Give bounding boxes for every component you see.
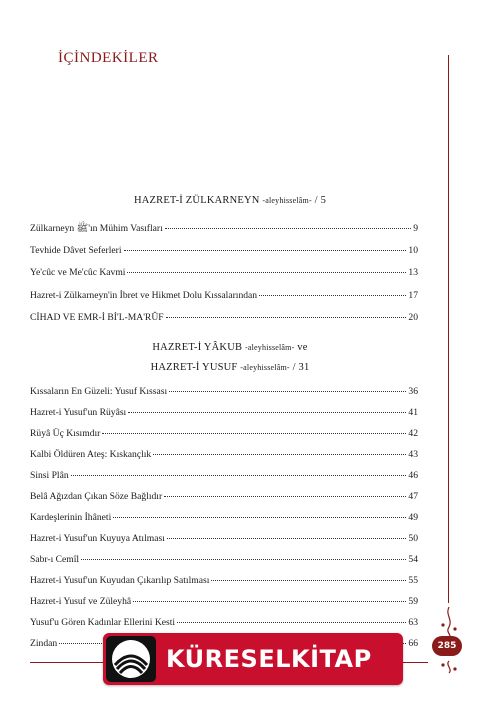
section-heading-page: / 31 — [292, 362, 310, 373]
toc-entry-label: CİHAD VE EMR-İ Bİ'L-MA'RÛF — [30, 312, 164, 323]
toc-entry-page: 41 — [408, 407, 418, 418]
toc-entry-page: 59 — [408, 596, 418, 607]
toc-entry[interactable] — [30, 554, 418, 568]
toc-entry-label: Zülkarneyn ﷺ'ın Mühim Vasıfları — [30, 223, 163, 234]
toc-entry[interactable] — [30, 449, 418, 463]
section-heading-title: HAZRET-İ ZÜLKARNEYN — [133, 195, 260, 206]
section-heading-page: / 5 — [314, 195, 327, 206]
dot-leader — [164, 496, 406, 497]
toc-entry-page: 42 — [408, 428, 418, 439]
toc-entry-label: Hazret-i Yusuf'un Kuyudan Çıkarılıp Satılması — [30, 575, 210, 586]
toc-entry[interactable] — [30, 290, 418, 304]
section-heading-title: HAZRET-İ YÂKUB — [152, 342, 243, 353]
toc-entry[interactable] — [30, 470, 418, 484]
toc-entry-label: Tevhide Dâvet Seferleri — [30, 244, 122, 256]
dot-leader — [128, 412, 406, 413]
toc-entry[interactable] — [30, 596, 418, 610]
toc-entry-page: 55 — [408, 575, 418, 586]
toc-entry[interactable] — [30, 617, 418, 631]
toc-entry-label: Rüyâ Üç Kısımdır — [30, 428, 101, 439]
toc-entry-page: 20 — [408, 312, 418, 323]
toc-entry[interactable] — [30, 312, 418, 326]
dot-leader — [211, 580, 406, 581]
toc-entry[interactable] — [30, 245, 418, 259]
dot-leader — [165, 228, 411, 229]
toc-entry-label: Kalbi Öldüren Ateş: Kıskançlık — [30, 449, 152, 460]
section-heading — [30, 342, 430, 353]
dot-leader — [133, 601, 406, 602]
toc-entry-page: 47 — [408, 491, 418, 502]
toc-entry[interactable] — [30, 407, 418, 421]
toc-entry-label: Hazret-i Yusuf'un Rüyâsı — [30, 407, 127, 418]
toc-entry-label: Yusuf'u Gören Kadınlar Ellerini Kesti — [30, 617, 176, 628]
toc-entry-label: Belâ Ağızdan Çıkan Söze Bağlıdır — [30, 491, 163, 502]
section-heading — [30, 362, 430, 373]
toc-entry-label: Ye'cûc ve Me'cûc Kavmi — [30, 267, 126, 278]
toc-entry-page: 13 — [408, 267, 418, 278]
dot-leader — [166, 317, 407, 318]
toc-entry-label: Kıssaların En Güzeli: Yusuf Kıssası — [30, 386, 168, 397]
section-heading-honorific: -aleyhisselâm- — [240, 363, 290, 372]
toc-entry-label: Hazret-i Zülkarneyn'in İbret ve Hikmet Dolu Kıssalarından — [30, 289, 258, 301]
toc-entry-page: 10 — [408, 244, 418, 256]
right-margin-rule — [448, 55, 449, 603]
dot-leader — [259, 295, 406, 296]
dot-leader — [167, 538, 407, 539]
toc-entry-page: 66 — [408, 638, 418, 649]
toc-entry[interactable] — [30, 533, 418, 547]
section-heading-honorific: -aleyhisselâm- — [262, 196, 312, 205]
page-number-badge: 285 — [432, 636, 462, 656]
toc-entry[interactable] — [30, 222, 418, 236]
toc-entry-page: 49 — [408, 512, 418, 523]
toc-entry-page: 54 — [408, 554, 418, 565]
section-heading — [30, 195, 430, 206]
toc-entry-label: Zindan — [30, 638, 58, 649]
toc-entry-page: 9 — [413, 223, 418, 234]
brand-name: KÜRESELKİTAP — [166, 645, 372, 673]
toc-entry-page: 50 — [408, 533, 418, 544]
globe-logo-icon — [106, 636, 156, 682]
toc-entry-label: Sinsi Plân — [30, 470, 69, 481]
toc-entry-label: Kardeşlerinin İhâneti — [30, 512, 112, 523]
dot-leader — [81, 559, 406, 560]
toc-entry[interactable] — [30, 386, 418, 400]
dot-leader — [127, 272, 406, 273]
section-heading-title: HAZRET-İ YUSUF — [150, 362, 238, 373]
dot-leader — [102, 433, 406, 434]
page-title: İÇİNDEKİLER — [58, 50, 159, 66]
toc-entry[interactable] — [30, 491, 418, 505]
dot-leader — [177, 622, 406, 623]
toc-entry-page: 63 — [408, 617, 418, 628]
watermark-banner — [103, 633, 403, 685]
toc-entry[interactable] — [30, 512, 418, 526]
dot-leader — [113, 517, 406, 518]
section-heading-honorific: -aleyhisselâm- — [245, 343, 295, 352]
section-heading-page: ve — [297, 342, 308, 353]
dot-leader — [153, 454, 406, 455]
toc-entry-label: Hazret-i Yusuf ve Züleyhâ — [30, 596, 132, 607]
toc-entry-page: 43 — [408, 449, 418, 460]
toc-entry-page: 36 — [408, 386, 418, 397]
toc-entry-page: 17 — [408, 289, 418, 301]
dot-leader — [124, 250, 407, 251]
dot-leader — [169, 391, 406, 392]
toc-entry-label: Hazret-i Yusuf'un Kuyuya Atılması — [30, 533, 165, 544]
toc-entry[interactable] — [30, 428, 418, 442]
toc-entry-label: Sabr-ı Cemîl — [30, 554, 80, 565]
toc-entry-page: 46 — [408, 470, 418, 481]
toc-entry[interactable] — [30, 267, 418, 281]
toc-entry[interactable] — [30, 575, 418, 589]
dot-leader — [71, 475, 407, 476]
